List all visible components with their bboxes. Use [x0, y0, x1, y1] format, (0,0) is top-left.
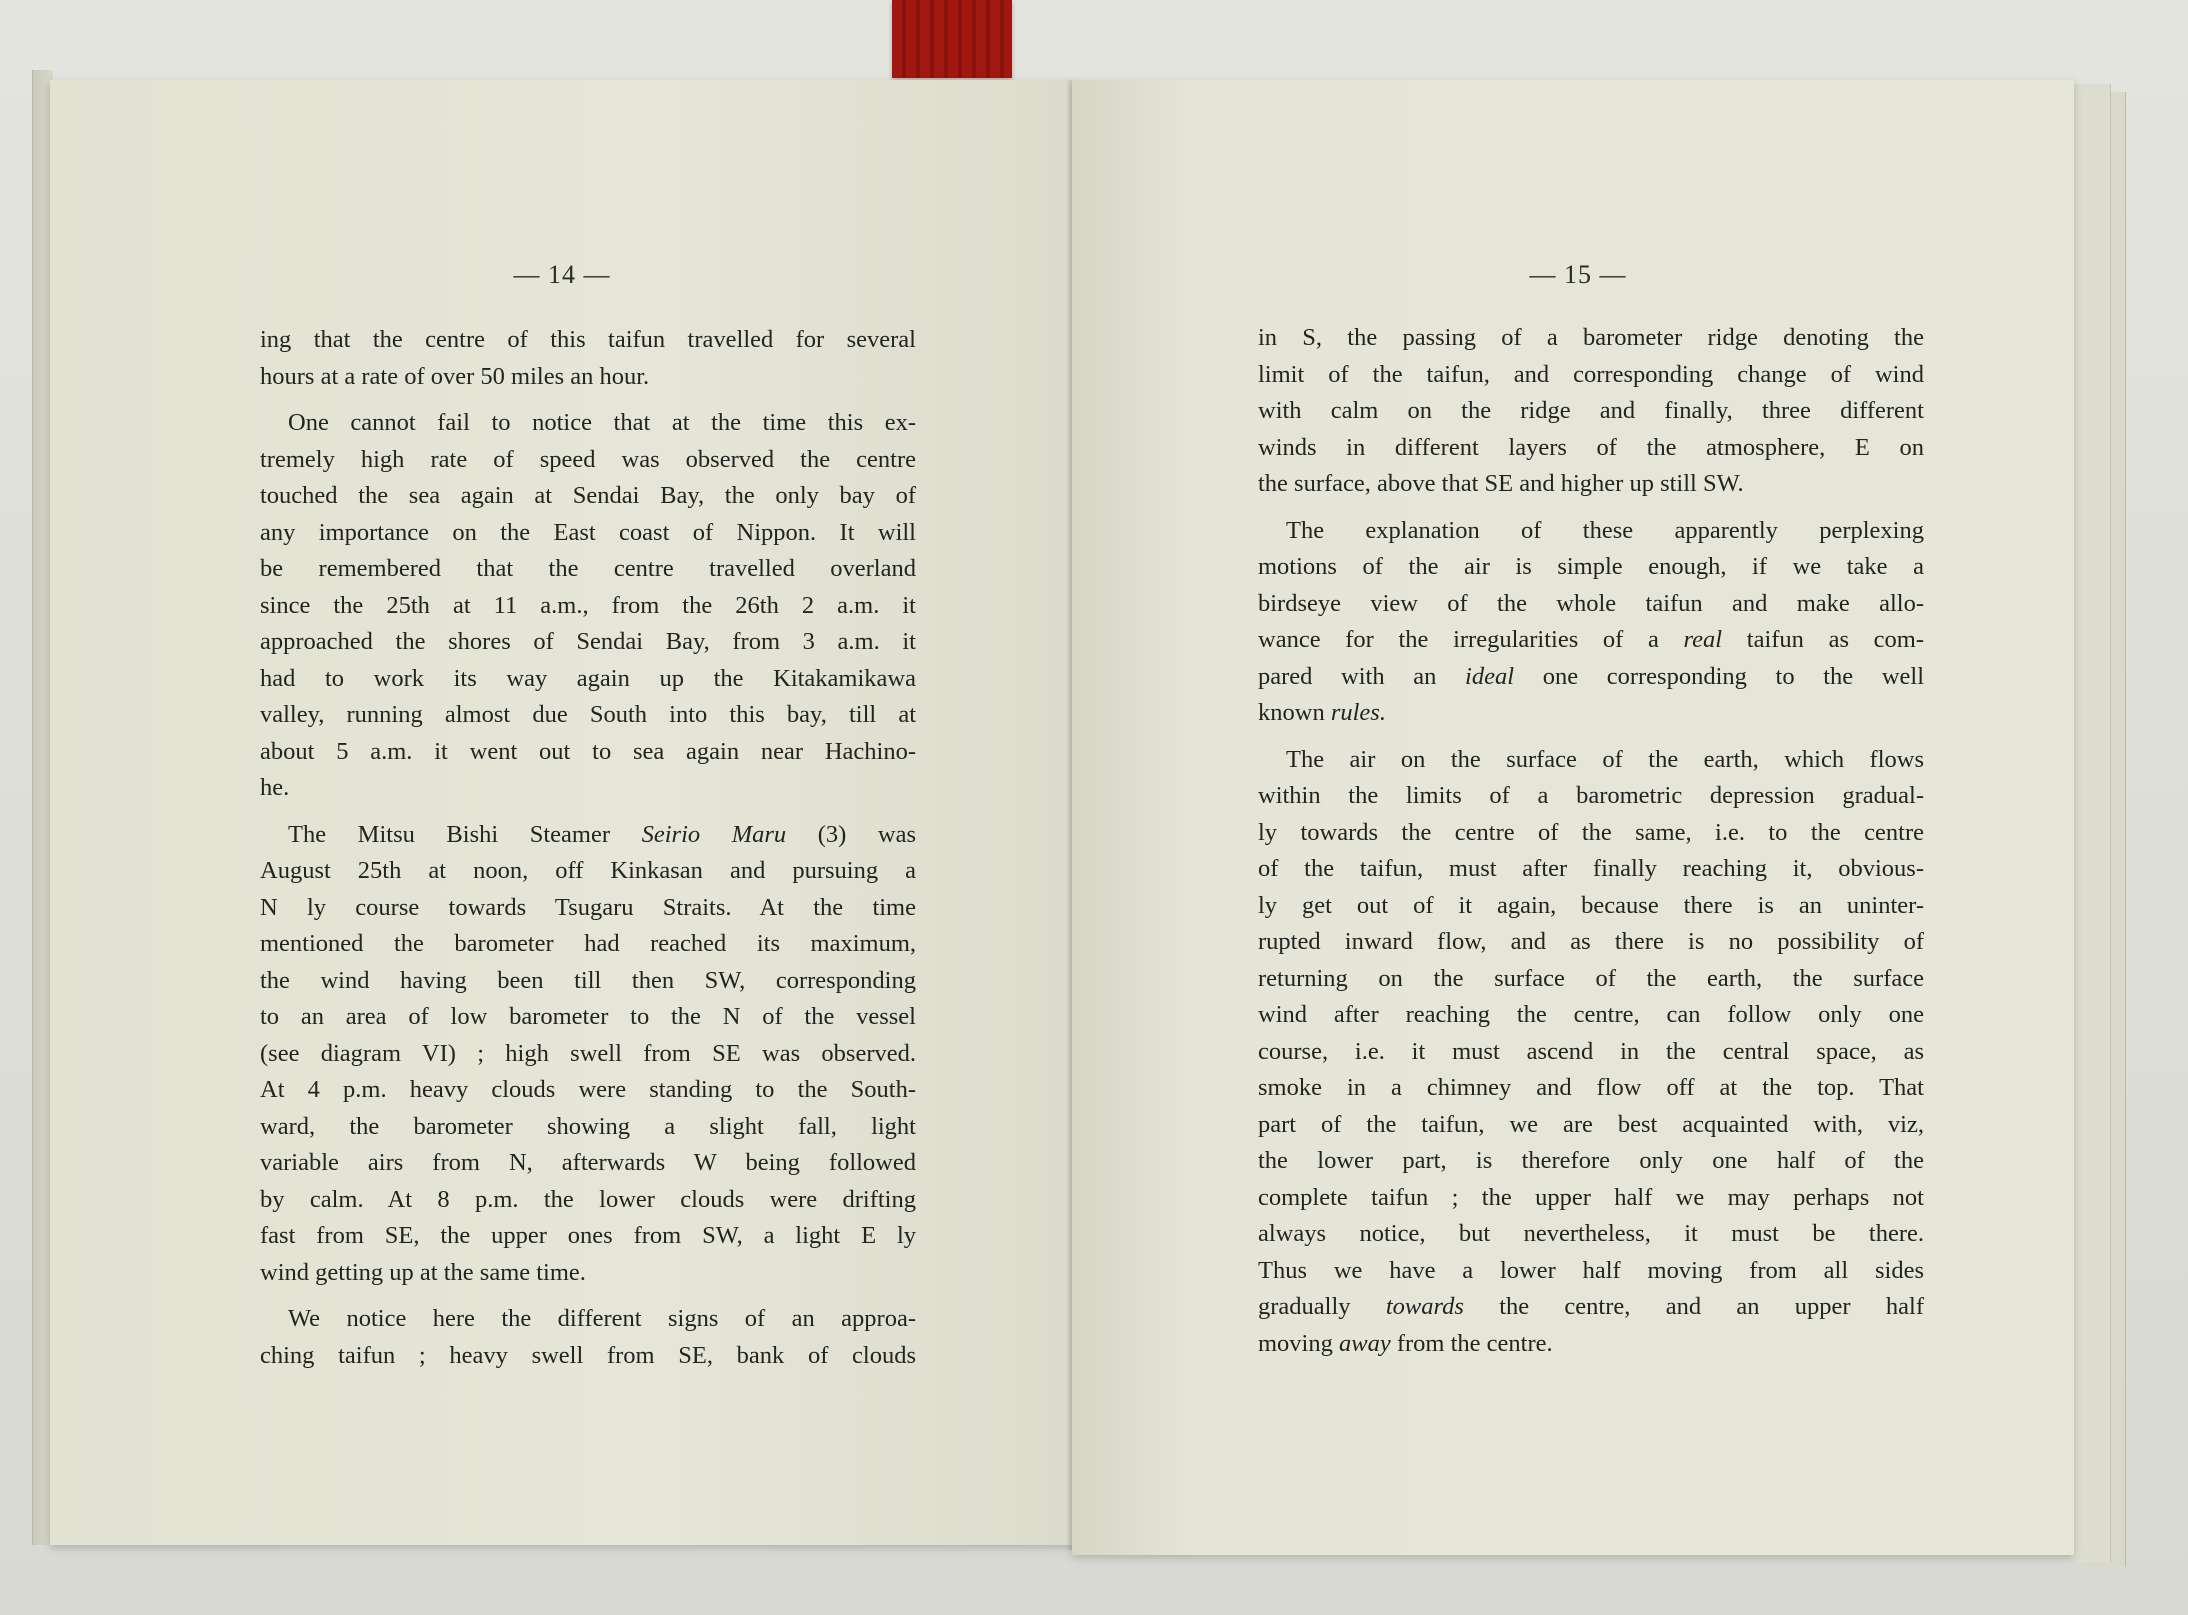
- text-line: since the 25th at 11 a.m., from the 26th 2 a.m. it: [260, 591, 916, 619]
- text-run: The Mitsu Bishi Steamer: [288, 820, 642, 848]
- page-number: — 14 —: [513, 260, 611, 289]
- text-line: about 5 a.m. it went out to sea again near Hachino-: [260, 737, 916, 765]
- text-line: [1258, 622, 1924, 659]
- text-line: fast from SE, the upper ones from SW, a light E ly: [260, 1222, 916, 1249]
- text-line: limit of the taifun, and corresponding change of wind: [1258, 360, 1924, 388]
- right-page-stack-edge-inner: [2070, 84, 2111, 1562]
- text-line: ly get out of it again, because there is an uninter-: [1258, 891, 1924, 919]
- text-line: hours at a rate of over 50 miles an hour.: [260, 362, 650, 390]
- bookmark-ribbon: [892, 0, 1012, 78]
- text-line: any importance on the East coast of Nippon. It will: [260, 518, 916, 546]
- paragraph: [260, 405, 916, 807]
- text-line: returning on the surface of the earth, the surface: [1258, 964, 1924, 992]
- text-run: gradually: [1258, 1293, 1386, 1320]
- text-line: had to work its way again up the Kitakamikawa: [260, 664, 916, 692]
- text-line: [260, 817, 916, 854]
- text-line: touched the sea again at Sendai Bay, the only bay of: [260, 482, 916, 509]
- emphasis-italic: rules.: [1330, 699, 1386, 726]
- text-run: the centre, and an upper half: [1463, 1293, 1924, 1320]
- text-line: At 4 p.m. heavy clouds were standing to the South-: [260, 1076, 916, 1103]
- text-line: N ly course towards Tsugaru Straits. At the time: [260, 893, 916, 921]
- text-line: winds in different layers of the atmosphere, E on: [1258, 433, 1924, 461]
- text-line: by calm. At 8 p.m. the lower clouds were drifting: [260, 1185, 916, 1213]
- text-line: part of the taifun, we are best acquainted with, viz,: [1258, 1110, 1924, 1138]
- text-line: the wind having been till then SW, corresponding: [260, 966, 916, 994]
- text-line: course, i.e. it must ascend in the central space, as: [1258, 1037, 1924, 1065]
- text-line: [1258, 659, 1924, 696]
- text-run: pared with an: [1258, 662, 1466, 690]
- text-line: within the limits of a barometric depression gradual-: [1258, 782, 1924, 809]
- text-run: moving: [1258, 1329, 1339, 1357]
- text-line: mentioned the barometer had reached its maximum,: [260, 930, 916, 957]
- text-line: complete taifun ; the upper half we may perhaps not: [1258, 1183, 1924, 1211]
- paragraph: [260, 817, 916, 1292]
- text-line: be remembered that the centre travelled overland: [260, 555, 916, 582]
- text-line: One cannot fail to notice that at the time this ex-: [288, 409, 916, 436]
- text-line: he.: [260, 774, 290, 801]
- paragraph: [1258, 320, 1924, 503]
- text-line: (see diagram VI) ; high swell from SE was observed.: [260, 1039, 916, 1067]
- text-line: ching taifun ; heavy swell from SE, bank of clouds: [260, 1341, 916, 1369]
- page-number: — 15 —: [1529, 260, 1627, 289]
- text-line: in S, the passing of a barometer ridge denoting the: [1258, 324, 1924, 351]
- text-run: one corresponding to the well: [1514, 662, 1924, 690]
- emphasis-italic: towards: [1385, 1293, 1464, 1320]
- text-line: We notice here the different signs of an approa-: [288, 1305, 916, 1332]
- text-line: motions of the air is simple enough, if we take a: [1258, 553, 1924, 580]
- text-line: wind getting up at the same time.: [260, 1258, 586, 1286]
- text-line: tremely high rate of speed was observed the centre: [260, 445, 916, 473]
- text-line: birdseye view of the whole taifun and make allo-: [1258, 589, 1924, 617]
- text-line: always notice, but nevertheless, it must be there.: [1258, 1220, 1924, 1247]
- paragraph: [1258, 513, 1924, 732]
- left-page: [50, 80, 1074, 1545]
- text-line: Thus we have a lower half moving from all sides: [1258, 1256, 1924, 1284]
- text-line: ly towards the centre of the same, i.e. to the centre: [1258, 818, 1924, 846]
- emphasis-italic: away: [1339, 1329, 1391, 1357]
- text-line: the surface, above that SE and higher up still SW.: [1258, 470, 1744, 497]
- text-line: The air on the surface of the earth, which flows: [1286, 745, 1924, 773]
- paragraph: [1258, 742, 1924, 1363]
- text-line: with calm on the ridge and finally, three different: [1258, 397, 1924, 424]
- text-line: to an area of low barometer to the N of the vessel: [260, 1003, 916, 1030]
- emphasis-italic: real: [1683, 626, 1723, 653]
- text-run: wance for the irregularities of a: [1258, 626, 1684, 653]
- text-line: wind after reaching the centre, can follow only one: [1258, 1001, 1924, 1028]
- text-line: [1258, 1289, 1924, 1326]
- text-line: variable airs from N, afterwards W being followed: [260, 1149, 916, 1176]
- text-line: the lower part, is therefore only one half of the: [1258, 1147, 1924, 1174]
- text-line: ward, the barometer showing a slight fall, light: [260, 1112, 916, 1140]
- text-line: [1258, 695, 1924, 732]
- text-line: August 25th at noon, off Kinkasan and pursuing a: [260, 857, 916, 884]
- right-page: [1072, 80, 2074, 1555]
- text-line: approached the shores of Sendai Bay, from 3 a.m. it: [260, 628, 916, 655]
- ship-name-italic: Seirio Maru: [641, 820, 787, 848]
- body-text: [260, 322, 916, 1374]
- text-line: smoke in a chimney and flow off at the top. That: [1258, 1074, 1924, 1101]
- text-run: known: [1258, 699, 1331, 726]
- text-line: rupted inward flow, and as there is no possibility of: [1258, 928, 1924, 955]
- text-line: [1258, 1326, 1924, 1363]
- text-line: The explanation of these apparently perplexing: [1286, 516, 1924, 544]
- text-line: of the taifun, must after finally reaching it, obvious-: [1258, 855, 1924, 882]
- text-line: valley, running almost due South into this bay, till at: [260, 701, 916, 728]
- body-text: [1258, 320, 1924, 1362]
- text-run: from the centre.: [1390, 1329, 1553, 1357]
- emphasis-italic: ideal: [1465, 662, 1515, 690]
- text-line: ing that the centre of this taifun travelled for several: [260, 326, 916, 353]
- text-run: (3) was: [786, 820, 916, 848]
- paragraph: [260, 1301, 916, 1374]
- paragraph: [260, 322, 916, 395]
- text-run: taifun as com-: [1722, 626, 1924, 653]
